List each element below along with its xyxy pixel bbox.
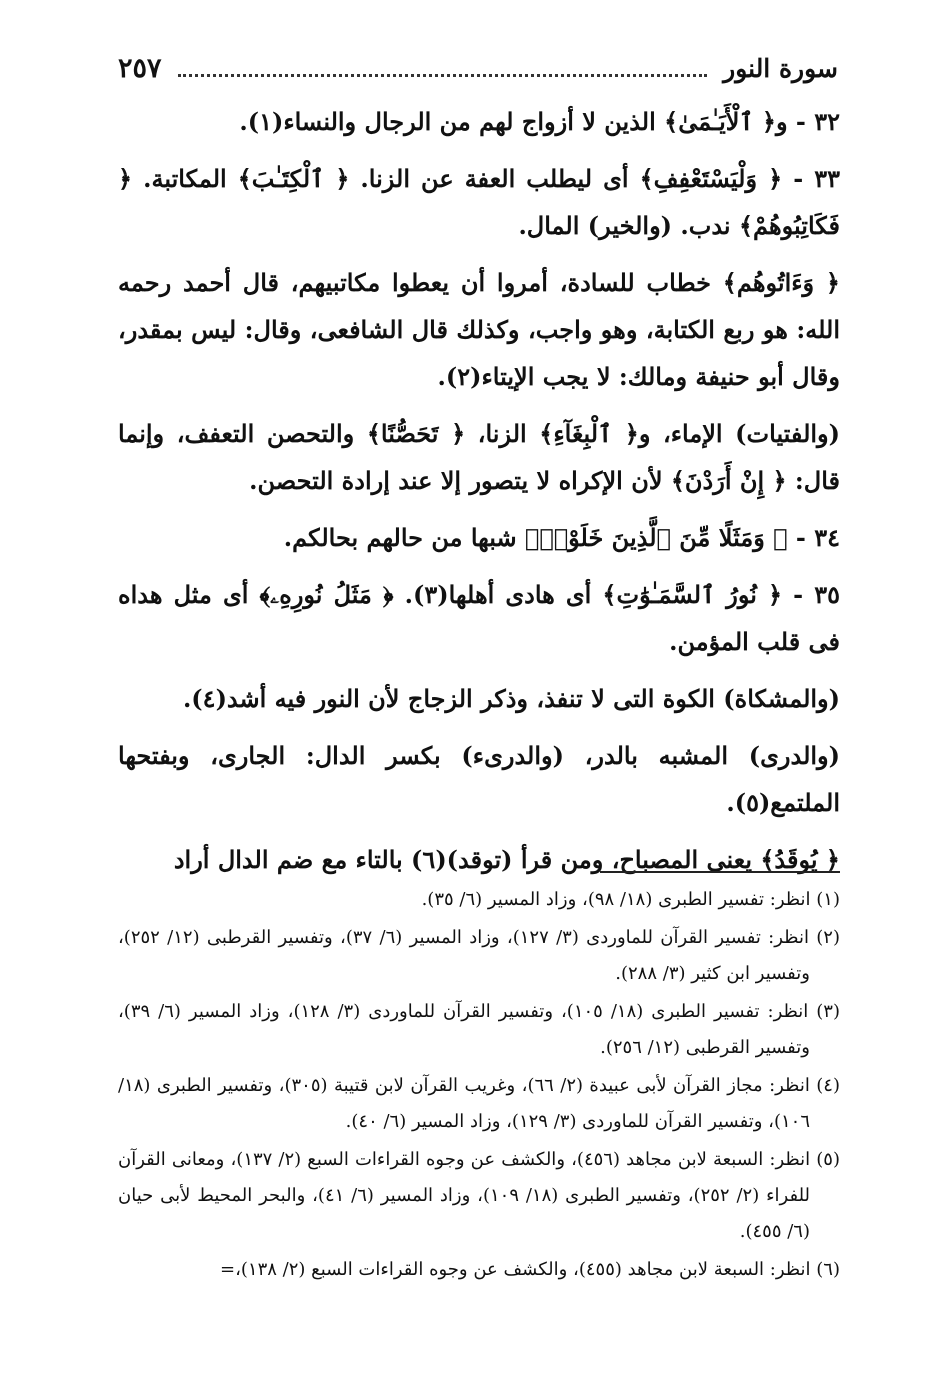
paragraph-ataohum: ﴿ وَءَاتُوهُم﴾ خطاب للسادة، أمروا أن يعطوا مكاتبيهم، قال أحمد رحمه الله: هو ربع الكتابة، وهو واجب، وكذلك قال الشافعى، وقال: ليس بمقدر، وقال أبو حنيفة ومالك: لا يجب الإيتاء(٢). — [118, 268, 840, 391]
dotted-leader — [178, 74, 708, 77]
paragraph-verse-32: ٣٢ - و﴿ ٱلْأَيَـٰمَىٰ﴾ الذين لا أزواج لهم من الرجال والنساء(١). — [239, 107, 840, 136]
running-header — [118, 48, 838, 88]
footnote-4: (٤) انظر: مجاز القرآن لأبى عبيدة (٢/ ٦٦)، وغريب القرآن لابن قتيبة (٣٠٥)، وتفسير الطبرى (١٨/ ١٠٦)، وتفسير القرآن للماوردى (٣/ ١٢٩)، وزاد المسير (٦/ ٤٠). — [118, 1075, 840, 1132]
main-text — [118, 98, 840, 893]
paragraph-durri: (والدرى) المشبه بالدر، (والدرىء) بكسر الدال: الجارى، وبفتحها الملتمع(٥). — [118, 741, 840, 817]
footnote-3: (٣) انظر: تفسير الطبرى (١٨/ ١٠٥)، وتفسير القرآن للماوردى (٣/ ١٢٨)، وزاد المسير (٦/ ٣٩)، وتفسير القرطبى (١٢/ ٢٥٦). — [118, 1001, 840, 1058]
footnote-1: (١) انظر: تفسير الطبرى (١٨/ ٩٨)، وزاد المسير (٦/ ٣٥). — [421, 889, 840, 910]
paragraph-verse-34: ٣٤ - ﴿ وَمَثَلًا مِّنَ ٱلَّذِينَ خَلَوْا۟﴾ شبها من حالهم بحالكم. — [283, 523, 840, 552]
paragraph-verse-35: ٣٥ - ﴿ نُورُ ٱلسَّمَـٰوَٰتِ﴾ أى هادى أهلها(٣). ﴿ مَثَلُ نُورِهِۦ﴾ أى مثل هداه فى قلب المؤمن. — [118, 580, 840, 656]
footnote-divider — [600, 871, 840, 873]
paragraph-mishkat: (والمشكاة) الكوة التى لا تنفذ، وذكر الزجاج لأن النور فيه أشد(٤). — [182, 684, 840, 713]
footnote-6: (٦) انظر: السبعة لابن مجاهد (٤٥٥)، والكشف عن وجوه القراءات السبع (٢/ ١٣٨)،= — [219, 1259, 840, 1280]
footnote-5: (٥) انظر: السبعة لابن مجاهد (٤٥٦)، والكشف عن وجوه القراءات السبع (٢/ ١٣٧)، ومعانى القرآن للفراء (٢/ ٢٥٢)، وتفسير الطبرى (١٨/ ١٠٩)، وزاد المسير (٦/ ٤١)، والبحر المحيط لأبى حيان (٦/ ٤٥٥). — [118, 1149, 840, 1242]
footnotes — [118, 882, 840, 1290]
paragraph-verse-33: ٣٣ - ﴿ وَلْيَسْتَعْفِفِ﴾ أى ليطلب العفة عن الزنا. ﴿ ٱلْكِتَـٰبَ﴾ المكاتبة. ﴿ فَكَاتِبُوهُمْ﴾ ندب. (والخير) المال. — [118, 164, 840, 240]
footnote-2: (٢) انظر: تفسير القرآن للماوردى (٣/ ١٢٧)، وزاد المسير (٦/ ٣٧)، وتفسير القرطبى (١٢/ ٢٥٢)، وتفسير ابن كثير (٣/ ٢٨٨). — [118, 927, 840, 984]
surah-title: سورة النور — [723, 53, 838, 83]
paragraph-fatayat: (والفتيات) الإماء، و﴿ ٱلْبِغَآءِ﴾ الزنا، ﴿ تَحَصُّنًا﴾ والتحصن التعفف، وإنما قال: ﴿ إِنْ أَرَدْنَ﴾ لأن الإكراه لا يتصور إلا عند إرادة التحصن. — [118, 419, 840, 495]
page-number: ٢٥٧ — [118, 52, 162, 84]
paragraph-yuqad: ﴿ يُوقَدُ﴾ يعنى المصباح، ومن قرأ (توقد)(٦) بالتاء مع ضم الدال أراد — [173, 845, 840, 874]
